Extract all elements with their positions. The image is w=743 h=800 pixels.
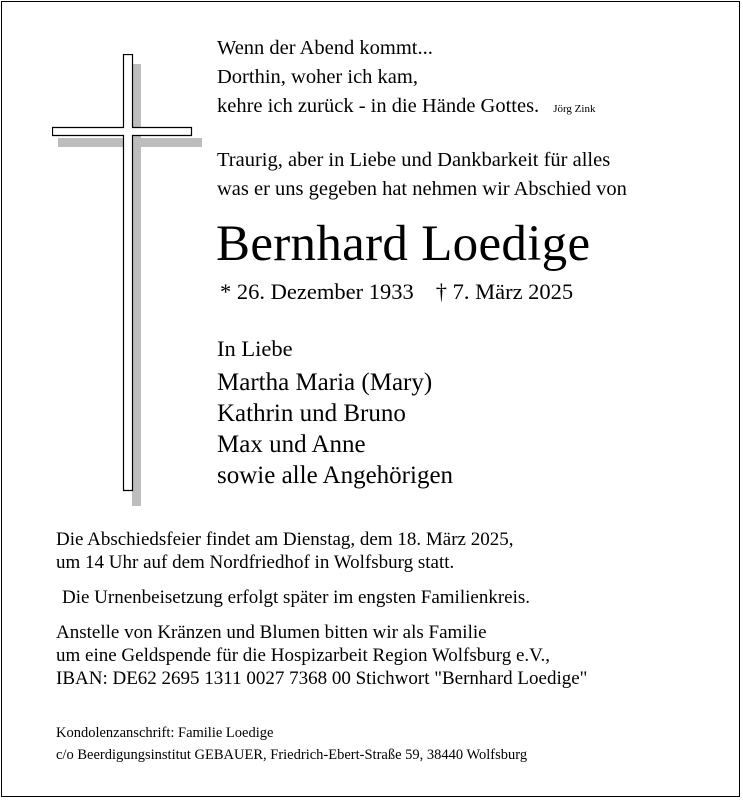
- intro-line: Traurig, aber in Liebe und Dankbarkeit für alles: [217, 149, 611, 171]
- mourner-name: Max und Anne: [217, 431, 366, 458]
- condolence-line: c/o Beerdigungsinstitut GEBAUER, Friedrich-Ebert-Straße 59, 38440 Wolfsburg: [56, 747, 528, 763]
- poem-line: [217, 92, 595, 124]
- poem-line: Wenn der Abend kommt...: [217, 37, 433, 59]
- poem-line: Dorthin, woher ich kam,: [217, 66, 418, 88]
- ceremony-info: [56, 528, 513, 574]
- birth-date: * 26. Dezember 1933: [220, 279, 414, 304]
- donation-line: IBAN: DE62 2695 1311 0027 7368 00 Stichwort "Bernhard Loedige": [56, 668, 588, 689]
- poem-author: Jörg Zink: [553, 103, 596, 115]
- donation-info: [56, 621, 587, 690]
- urn-info: [62, 586, 530, 609]
- mourners-list: [217, 367, 453, 491]
- donation-line: um eine Geldspende für die Hospizarbeit Region Wolfsburg e.V.,: [56, 645, 550, 666]
- intro-line: was er uns gegeben hat nehmen wir Abschied von: [217, 178, 627, 200]
- mourner-name: sowie alle Angehörigen: [217, 462, 454, 489]
- death-date: † 7. März 2025: [435, 279, 574, 304]
- mourner-name: Kathrin und Bruno: [217, 400, 406, 427]
- ceremony-line: Die Abschiedsfeier findet am Dienstag, dem 18. März 2025,: [56, 529, 514, 550]
- urn-line: Die Urnenbeisetzung erfolgt später im engsten Familienkreis.: [62, 587, 531, 608]
- ceremony-line: um 14 Uhr auf dem Nordfriedhof in Wolfsburg statt.: [56, 552, 455, 573]
- intro-text: [217, 146, 627, 204]
- poem: [217, 34, 595, 124]
- mourners-heading: In Liebe: [217, 336, 293, 361]
- cross-icon: [52, 54, 202, 506]
- deceased-name: Bernhard Loedige: [216, 216, 591, 272]
- poem-line-text: kehre ich zurück - in die Hände Gottes.: [217, 95, 540, 117]
- donation-line: Anstelle von Kränzen und Blumen bitten wir als Familie: [56, 622, 487, 643]
- obituary-notice: [1, 1, 740, 797]
- condolence-line: Kondolenzanschrift: Familie Loedige: [56, 725, 274, 741]
- life-dates: [220, 277, 573, 307]
- mourner-name: Martha Maria (Mary): [217, 369, 433, 396]
- condolence-address: [56, 722, 527, 766]
